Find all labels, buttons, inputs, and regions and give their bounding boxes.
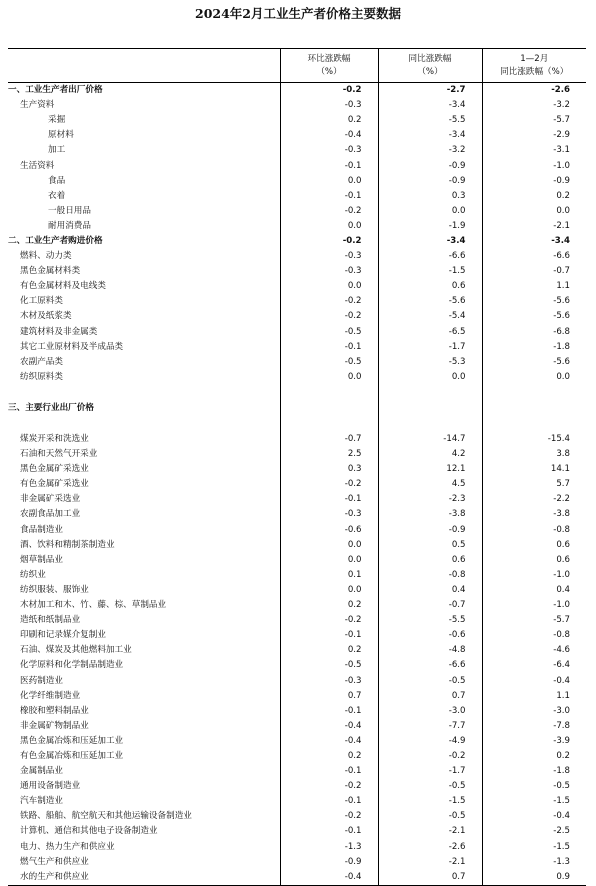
table-row: [8, 401, 586, 416]
row-mom-value: [280, 385, 378, 401]
row-ytd-value: -6.8: [553, 326, 570, 337]
row-ytd-value: 14.1: [550, 464, 570, 475]
row-mom-value: -0.3: [280, 673, 378, 688]
row-ytd-value: -2.1: [553, 220, 570, 231]
table-row: [8, 855, 586, 870]
row-mom-value: 0.2: [280, 749, 378, 764]
row-yoy-value: 4.5: [378, 477, 482, 492]
row-label: 农副产品类: [8, 355, 280, 370]
row-yoy-value: -0.9: [378, 523, 482, 538]
row-yoy-value: -2.6: [378, 840, 482, 855]
row-label: 采掘: [8, 113, 280, 128]
row-yoy-value: -0.5: [378, 779, 482, 794]
table-row: [8, 673, 586, 688]
row-mom-value: -0.5: [280, 325, 378, 340]
table-row: [8, 143, 586, 158]
row-yoy-value: [378, 416, 482, 432]
row-label: 耐用消费品: [8, 219, 280, 234]
row-ytd-value: -0.5: [553, 781, 570, 792]
table-row: [8, 643, 586, 658]
row-ytd-value: -0.8: [553, 630, 570, 641]
table-row: [8, 870, 586, 886]
row-mom-value: 0.7: [280, 689, 378, 704]
table-row: [8, 764, 586, 779]
row-label: 通用设备制造业: [8, 779, 280, 794]
row-mom-value: -0.1: [280, 704, 378, 719]
row-yoy-value: 0.6: [378, 279, 482, 294]
row-yoy-value: -4.9: [378, 734, 482, 749]
row-ytd-value: -0.7: [553, 266, 570, 277]
row-mom-value: 2.5: [280, 447, 378, 462]
row-ytd-value: [482, 401, 586, 416]
row-mom-value: 0.2: [280, 598, 378, 613]
row-ytd-value: -1.8: [553, 341, 570, 352]
row-yoy-value: -1.7: [378, 764, 482, 779]
row-yoy-value: 12.1: [378, 462, 482, 477]
row-mom-value: -0.2: [280, 204, 378, 219]
row-yoy-value: -3.4: [378, 128, 482, 143]
row-label: 一、工业生产者出厂价格: [8, 83, 280, 99]
row-yoy-value: -0.5: [378, 673, 482, 688]
row-ytd-value: -2.9: [553, 130, 570, 141]
row-yoy-value: -5.6: [378, 294, 482, 309]
row-mom-value: -0.2: [280, 779, 378, 794]
row-mom-value: -0.7: [280, 432, 378, 447]
table-row: [8, 492, 586, 507]
row-mom-value: -0.2: [280, 477, 378, 492]
table-row: [8, 583, 586, 598]
row-ytd-value: -3.8: [553, 509, 570, 520]
table-row: [8, 128, 586, 143]
row-mom-value: -0.5: [280, 658, 378, 673]
row-label: [8, 385, 280, 401]
table-row: [8, 189, 586, 204]
row-ytd-value: -5.6: [553, 356, 570, 367]
table-row: [8, 325, 586, 340]
row-mom-value: -0.4: [280, 734, 378, 749]
row-label: 原材料: [8, 128, 280, 143]
row-mom-value: -0.9: [280, 855, 378, 870]
row-mom-value: -0.6: [280, 523, 378, 538]
row-label: 石油、煤炭及其他燃料加工业: [8, 643, 280, 658]
row-mom-value: 0.0: [280, 370, 378, 385]
row-label: 水的生产和供应业: [8, 870, 280, 886]
row-ytd-value: -1.5: [553, 841, 570, 852]
row-label: 有色金属材料及电线类: [8, 279, 280, 294]
row-mom-value: -0.1: [280, 189, 378, 204]
row-mom-value: -0.3: [280, 143, 378, 158]
row-label: 电力、热力生产和供应业: [8, 840, 280, 855]
row-label: 黑色金属矿采选业: [8, 462, 280, 477]
table-row: [8, 809, 586, 824]
table-row: [8, 507, 586, 522]
table-row: [8, 719, 586, 734]
row-label: 石油和天然气开采业: [8, 447, 280, 462]
row-mom-value: 0.0: [280, 219, 378, 234]
row-yoy-value: -0.8: [378, 568, 482, 583]
price-data-table: [8, 48, 586, 886]
row-label: 生活资料: [8, 158, 280, 173]
row-label: 有色金属矿采选业: [8, 477, 280, 492]
header-ytd-yoy: 1—2月 同比涨跌幅（%）: [482, 49, 586, 83]
page-title: 2024年2月工业生产者价格主要数据: [195, 6, 401, 21]
table-row: [8, 294, 586, 309]
row-mom-value: -0.2: [280, 234, 378, 249]
row-yoy-value: -14.7: [378, 432, 482, 447]
row-label: 木材及纸浆类: [8, 309, 280, 324]
table-row: [8, 158, 586, 173]
table-row: [8, 840, 586, 855]
row-ytd-value: -1.0: [553, 569, 570, 580]
row-mom-value: -0.4: [280, 870, 378, 886]
row-yoy-value: -5.5: [378, 613, 482, 628]
row-label: 金属制品业: [8, 764, 280, 779]
row-mom-value: 0.0: [280, 538, 378, 553]
row-yoy-value: 0.5: [378, 538, 482, 553]
row-ytd-value: 1.1: [556, 690, 570, 701]
row-ytd-value: 0.0: [556, 371, 570, 382]
row-yoy-value: -5.3: [378, 355, 482, 370]
row-mom-value: -0.1: [280, 340, 378, 355]
row-yoy-value: -6.6: [378, 249, 482, 264]
row-yoy-value: 0.7: [378, 689, 482, 704]
row-yoy-value: -6.6: [378, 658, 482, 673]
row-yoy-value: -0.2: [378, 749, 482, 764]
row-label: 煤炭开采和洗选业: [8, 432, 280, 447]
row-ytd-value: 1.1: [556, 281, 570, 292]
row-mom-value: 0.1: [280, 568, 378, 583]
row-yoy-value: 4.2: [378, 447, 482, 462]
table-row: [8, 264, 586, 279]
row-label: 三、主要行业出厂价格: [8, 401, 280, 416]
row-yoy-value: -3.0: [378, 704, 482, 719]
row-yoy-value: -2.1: [378, 824, 482, 839]
row-mom-value: -0.2: [280, 613, 378, 628]
row-ytd-value: -1.8: [553, 766, 570, 777]
row-yoy-value: 0.3: [378, 189, 482, 204]
table-row: [8, 553, 586, 568]
row-yoy-value: -2.1: [378, 855, 482, 870]
row-mom-value: -0.1: [280, 628, 378, 643]
row-label: 食品制造业: [8, 523, 280, 538]
row-ytd-value: [482, 416, 586, 432]
row-mom-value: 0.3: [280, 462, 378, 477]
table-row: [8, 658, 586, 673]
header-yoy: 同比涨跌幅 （%）: [378, 49, 482, 83]
row-ytd-value: -1.0: [553, 600, 570, 611]
row-ytd-value: -0.9: [553, 175, 570, 186]
table-row: [8, 432, 586, 447]
table-header-row: [8, 49, 586, 83]
row-ytd-value: -6.6: [553, 251, 570, 262]
table-row: [8, 174, 586, 189]
row-label: 非金属矿采选业: [8, 492, 280, 507]
row-label: 纺织业: [8, 568, 280, 583]
table-row: [8, 279, 586, 294]
row-yoy-value: 0.4: [378, 583, 482, 598]
row-ytd-value: [482, 385, 586, 401]
row-ytd-value: -7.8: [553, 720, 570, 731]
row-label: 一般日用品: [8, 204, 280, 219]
row-ytd-value: -3.9: [553, 735, 570, 746]
row-label: 化学纤维制造业: [8, 689, 280, 704]
row-ytd-value: -6.4: [553, 660, 570, 671]
row-ytd-value: -2.5: [553, 826, 570, 837]
table-row: [8, 204, 586, 219]
row-ytd-value: -3.4: [551, 235, 570, 246]
row-ytd-value: 0.2: [556, 190, 570, 201]
row-label: 橡胶和塑料制品业: [8, 704, 280, 719]
row-mom-value: 0.0: [280, 553, 378, 568]
row-ytd-value: 0.4: [556, 584, 570, 595]
row-label: 二、工业生产者购进价格: [8, 234, 280, 249]
row-mom-value: 0.0: [280, 279, 378, 294]
row-label: 木材加工和木、竹、藤、棕、草制品业: [8, 598, 280, 613]
table-row: [8, 416, 586, 432]
row-label: 纺织服装、服饰业: [8, 583, 280, 598]
table-row: [8, 598, 586, 613]
row-label: 印刷和记录媒介复制业: [8, 628, 280, 643]
row-mom-value: -0.2: [280, 809, 378, 824]
row-mom-value: -0.1: [280, 824, 378, 839]
row-yoy-value: -0.7: [378, 598, 482, 613]
table-row: [8, 628, 586, 643]
row-ytd-value: 0.9: [482, 870, 586, 886]
row-label: [8, 416, 280, 432]
row-label: 燃料、动力类: [8, 249, 280, 264]
row-ytd-value: -3.0: [553, 705, 570, 716]
table-row: [8, 385, 586, 401]
row-mom-value: -0.5: [280, 355, 378, 370]
row-yoy-value: 0.7: [378, 870, 482, 886]
table-row: [8, 523, 586, 538]
row-mom-value: -0.2: [280, 294, 378, 309]
row-yoy-value: -3.8: [378, 507, 482, 522]
row-ytd-value: -3.1: [553, 145, 570, 156]
row-ytd-value: 0.6: [556, 554, 570, 565]
row-ytd-value: -15.4: [547, 434, 570, 445]
row-ytd-value: -0.4: [553, 811, 570, 822]
row-mom-value: 0.0: [280, 174, 378, 189]
table-row: [8, 370, 586, 385]
row-label: 医药制造业: [8, 673, 280, 688]
row-label: 酒、饮料和精制茶制造业: [8, 538, 280, 553]
table-row: [8, 779, 586, 794]
row-mom-value: 0.2: [280, 113, 378, 128]
table-row: [8, 538, 586, 553]
row-yoy-value: -5.4: [378, 309, 482, 324]
row-ytd-value: -1.0: [553, 160, 570, 171]
table-row: [8, 249, 586, 264]
table-row: [8, 355, 586, 370]
row-yoy-value: -2.3: [378, 492, 482, 507]
row-yoy-value: -3.2: [378, 143, 482, 158]
row-label: 衣着: [8, 189, 280, 204]
row-ytd-value: -5.6: [553, 311, 570, 322]
table-row: [8, 704, 586, 719]
row-ytd-value: -4.6: [553, 645, 570, 656]
table-row: [8, 568, 586, 583]
row-yoy-value: -0.6: [378, 628, 482, 643]
row-yoy-value: [378, 385, 482, 401]
row-ytd-value: -1.5: [553, 796, 570, 807]
table-row: [8, 234, 586, 249]
row-label: 建筑材料及非金属类: [8, 325, 280, 340]
row-mom-value: [280, 401, 378, 416]
row-yoy-value: -3.4: [378, 98, 482, 113]
table-row: [8, 824, 586, 839]
row-yoy-value: 0.0: [378, 370, 482, 385]
row-ytd-value: -5.6: [553, 296, 570, 307]
row-mom-value: 0.2: [280, 643, 378, 658]
row-yoy-value: 0.0: [378, 204, 482, 219]
row-mom-value: -0.2: [280, 83, 378, 99]
row-yoy-value: -5.5: [378, 113, 482, 128]
row-yoy-value: 0.6: [378, 553, 482, 568]
row-ytd-value: -0.4: [553, 675, 570, 686]
row-mom-value: -0.1: [280, 492, 378, 507]
row-mom-value: -0.1: [280, 764, 378, 779]
row-yoy-value: -6.5: [378, 325, 482, 340]
row-mom-value: -0.3: [280, 249, 378, 264]
row-label: 纺织原料类: [8, 370, 280, 385]
row-yoy-value: -1.7: [378, 340, 482, 355]
row-yoy-value: -1.5: [378, 794, 482, 809]
row-mom-value: [280, 416, 378, 432]
table-row: [8, 689, 586, 704]
row-ytd-value: -5.7: [553, 115, 570, 126]
row-label: 造纸和纸制品业: [8, 613, 280, 628]
row-label: 计算机、通信和其他电子设备制造业: [8, 824, 280, 839]
row-mom-value: -0.1: [280, 794, 378, 809]
table-row: [8, 447, 586, 462]
table-row: [8, 794, 586, 809]
row-yoy-value: -4.8: [378, 643, 482, 658]
row-label: 食品: [8, 174, 280, 189]
row-mom-value: -0.3: [280, 507, 378, 522]
row-yoy-value: -2.7: [378, 83, 482, 99]
table-row: [8, 98, 586, 113]
row-ytd-value: -5.7: [553, 615, 570, 626]
row-label: 铁路、船舶、航空航天和其他运输设备制造业: [8, 809, 280, 824]
row-mom-value: -0.1: [280, 158, 378, 173]
row-yoy-value: -0.5: [378, 809, 482, 824]
header-mom: 环比涨跌幅 （%）: [280, 49, 378, 83]
table-row: [8, 462, 586, 477]
row-label: 非金属矿物制品业: [8, 719, 280, 734]
row-ytd-value: -3.2: [553, 100, 570, 111]
table-row: [8, 340, 586, 355]
row-yoy-value: -3.4: [378, 234, 482, 249]
row-ytd-value: 3.8: [556, 449, 570, 460]
table-row: [8, 309, 586, 324]
row-label: 加工: [8, 143, 280, 158]
row-ytd-value: -0.8: [553, 524, 570, 535]
row-yoy-value: -0.9: [378, 174, 482, 189]
table-row: [8, 477, 586, 492]
row-yoy-value: [378, 401, 482, 416]
row-label: 烟草制品业: [8, 553, 280, 568]
row-yoy-value: -0.9: [378, 158, 482, 173]
table-row: [8, 749, 586, 764]
row-ytd-value: -2.2: [553, 494, 570, 505]
row-label: 有色金属冶炼和压延加工业: [8, 749, 280, 764]
row-label: 农副食品加工业: [8, 507, 280, 522]
header-category: [8, 49, 280, 83]
row-label: 生产资料: [8, 98, 280, 113]
row-label: 汽车制造业: [8, 794, 280, 809]
row-yoy-value: -7.7: [378, 719, 482, 734]
table-row: [8, 113, 586, 128]
table-row: [8, 219, 586, 234]
row-mom-value: -1.3: [280, 840, 378, 855]
row-mom-value: -0.3: [280, 98, 378, 113]
row-yoy-value: -1.5: [378, 264, 482, 279]
row-label: 化工原料类: [8, 294, 280, 309]
row-label: 化学原料和化学制品制造业: [8, 658, 280, 673]
row-ytd-value: -2.6: [551, 85, 570, 96]
table-row: [8, 613, 586, 628]
row-mom-value: -0.4: [280, 128, 378, 143]
table-row: [8, 734, 586, 749]
row-yoy-value: -1.9: [378, 219, 482, 234]
row-ytd-value: -1.3: [553, 856, 570, 867]
row-mom-value: 0.0: [280, 583, 378, 598]
row-label: 黑色金属冶炼和压延加工业: [8, 734, 280, 749]
row-label: 其它工业原材料及半成品类: [8, 340, 280, 355]
row-ytd-value: 5.7: [556, 479, 570, 490]
row-mom-value: -0.4: [280, 719, 378, 734]
row-label: 黑色金属材料类: [8, 264, 280, 279]
row-label: 燃气生产和供应业: [8, 855, 280, 870]
row-ytd-value: 0.2: [556, 750, 570, 761]
row-mom-value: -0.3: [280, 264, 378, 279]
row-mom-value: -0.2: [280, 309, 378, 324]
row-ytd-value: 0.6: [556, 539, 570, 550]
row-ytd-value: 0.0: [556, 205, 570, 216]
table-row: [8, 83, 586, 99]
